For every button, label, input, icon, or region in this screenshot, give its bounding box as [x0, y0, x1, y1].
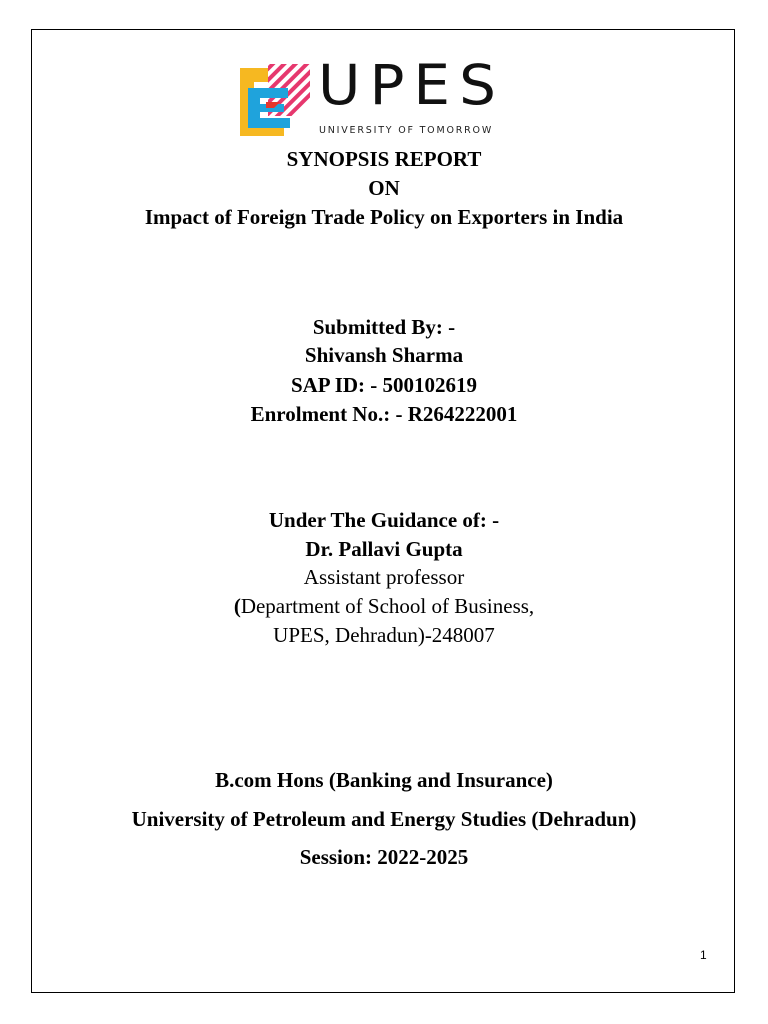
report-on-heading: ON: [368, 176, 400, 200]
student-name: Shivansh Sharma: [304, 343, 464, 367]
program-name: B.com Hons (Banking and Insurance): [215, 768, 553, 792]
logo-wordmark: UPES: [318, 52, 505, 118]
open-paren: (: [233, 594, 241, 618]
guide-department: [0, 594, 768, 619]
logo-tagline: UNIVERSITY OF TOMORROW: [319, 125, 494, 136]
report-type-heading: SYNOPSIS REPORT: [286, 147, 482, 171]
submitted-by-heading: Submitted By: -: [312, 315, 456, 339]
department-text: Department of School of Business,: [240, 594, 535, 618]
guidance-heading: Under The Guidance of: -: [268, 508, 500, 532]
guide-designation: Assistant professor: [303, 565, 465, 589]
sap-id: SAP ID: - 500102619: [290, 373, 478, 397]
upes-emblem-icon: [238, 62, 316, 140]
guide-name: Dr. Pallavi Gupta: [305, 537, 463, 561]
report-topic-title: Impact of Foreign Trade Policy on Exporters in India: [144, 205, 624, 229]
university-name: University of Petroleum and Energy Studies (Dehradun): [131, 807, 637, 831]
session: Session: 2022-2025: [299, 845, 469, 869]
guide-location: UPES, Dehradun)-248007: [273, 623, 495, 647]
page-number: 1: [700, 948, 707, 962]
upes-logo: [238, 52, 528, 140]
enrolment-number: Enrolment No.: - R264222001: [250, 402, 518, 426]
